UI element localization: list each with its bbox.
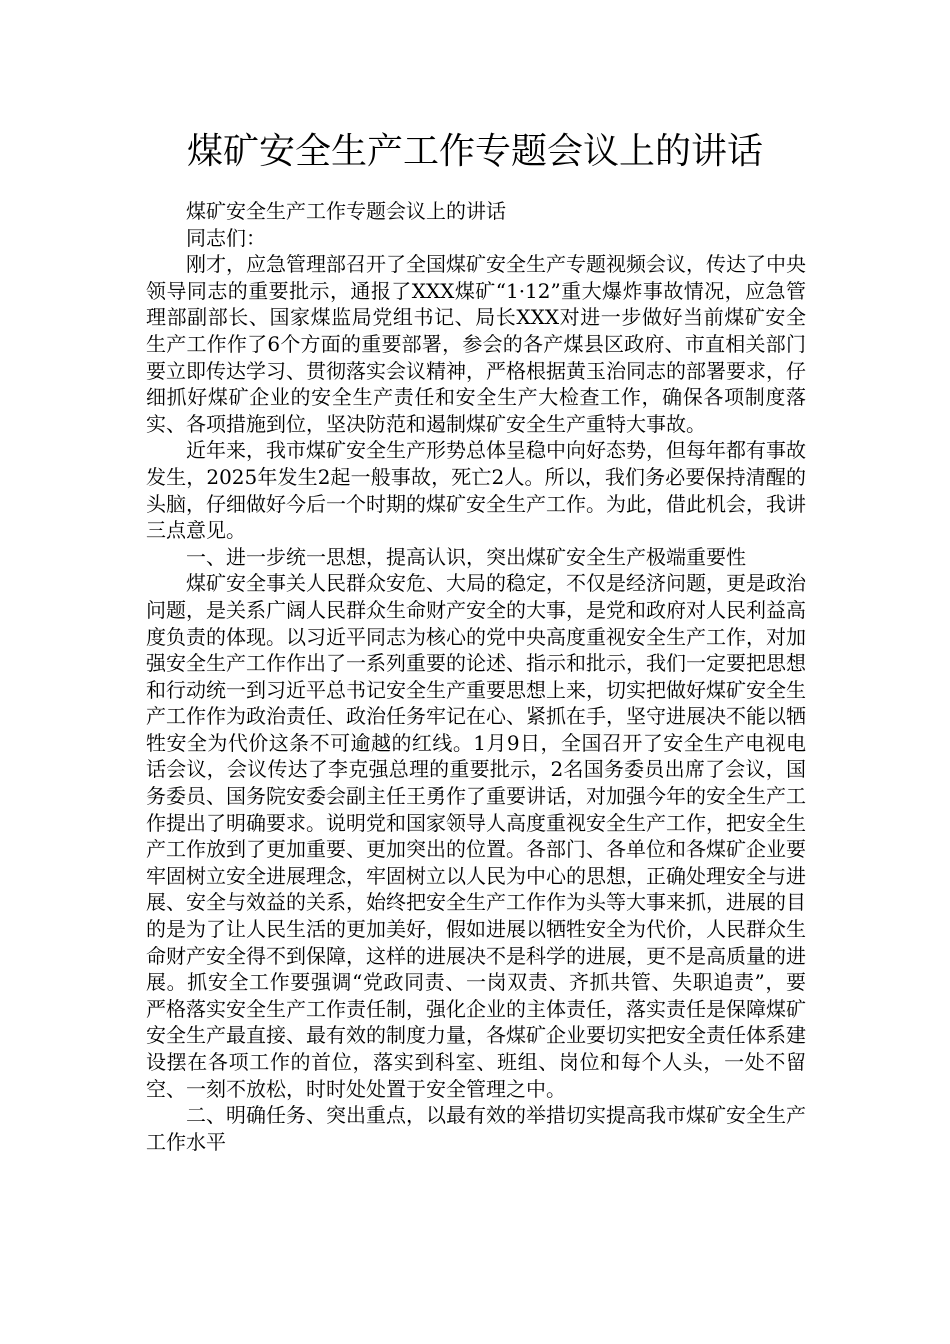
- document-body: [146, 198, 806, 1155]
- salutation-paragraph: 同志们：: [186, 225, 266, 250]
- body-paragraph: 煤矿安全事关人民群众安危、大局的稳定，不仅是经济问题，更是政治问题，是关系广阔人民群众生命财产安全的大事，是党和政府对人民利益高度负责的体现。以习近平同志为核心的党中央高度重视安全生产工作，对加强安全生产工作作出了一系列重要的论述、指示和批示，我们一定要把思想和行动统一到习近平总书记安全生产重要思想上来，切实把做好煤矿安全生产工作作为政治责任、政治任务牢记在心、紧抓在手，坚守进展决不能以牺牲安全为代价这条不可逾越的红线。1月9日，全国召开了安全生产电视电话会议，会议传达了李克强总理的重要批示，2名国务委员出席了会议，国务委员、国务院安委会副主任王勇作了重要讲话，对加强今年的安全生产工作提出了明确要求。说明党和国家领导人高度重视安全生产工作，把安全生产工作放到了更加重要、更加突出的位置。各部门、各单位和各煤矿企业要牢固树立安全进展理念，牢固树立以人民为中心的思想，正确处理安全与进展、安全与效益的关系，始终把安全生产工作作为头等大事来抓，进展的目的是为了让人民生活的更加美好，假如进展以牺牲安全为代价，人民群众生命财产安全得不到保障，这样的进展决不是科学的进展，更不是高质量的进展。抓安全工作要强调“党政同责、一岗双责、齐抓共管、失职追责”，要严格落实安全生产工作责任制，强化企业的主体责任，落实责任是保障煤矿安全生产最直接、最有效的制度力量，各煤矿企业要切实把安全责任体系建设摆在各项工作的首位，落实到科室、班组、岗位和每个人头，一处不留空、一刻不放松，时时处处置于安全管理之中。: [146, 571, 806, 1101]
- subtitle-paragraph: 煤矿安全生产工作专题会议上的讲话: [186, 199, 506, 223]
- section-heading: 一、进一步统一思想，提高认识，突出煤矿安全生产极端重要性: [186, 544, 746, 569]
- body-paragraph: 近年来，我市煤矿安全生产形势总体呈稳中向好态势，但每年都有事故发生，2025年发生2起一般事故，死亡2人。所以，我们务必要保持清醒的头脑，仔细做好今后一个时期的煤矿安全生产工作。为此，借此机会，我讲三点意见。: [146, 438, 806, 543]
- body-paragraph: 刚才，应急管理部召开了全国煤矿安全生产专题视频会议，传达了中央领导同志的重要批示，通报了XXX煤矿“1·12”重大爆炸事故情况，应急管理部副部长、国家煤监局党组书记、局长XXX对进一步做好当前煤矿安全生产工作作了6个方面的重要部署，参会的各产煤县区政府、市直相关部门要立即传达学习、贯彻落实会议精神，严格根据黄玉治同志的部署要求，仔细抓好煤矿企业的安全生产责任和安全生产大检查工作，确保各项制度落实、各项措施到位，坚决防范和遏制煤矿安全生产重特大事故。: [146, 252, 806, 436]
- section-heading: 二、明确任务、突出重点，以最有效的举措切实提高我市煤矿安全生产工作水平: [146, 1103, 806, 1154]
- document-title: 煤矿安全生产工作专题会议上的讲话: [186, 131, 763, 172]
